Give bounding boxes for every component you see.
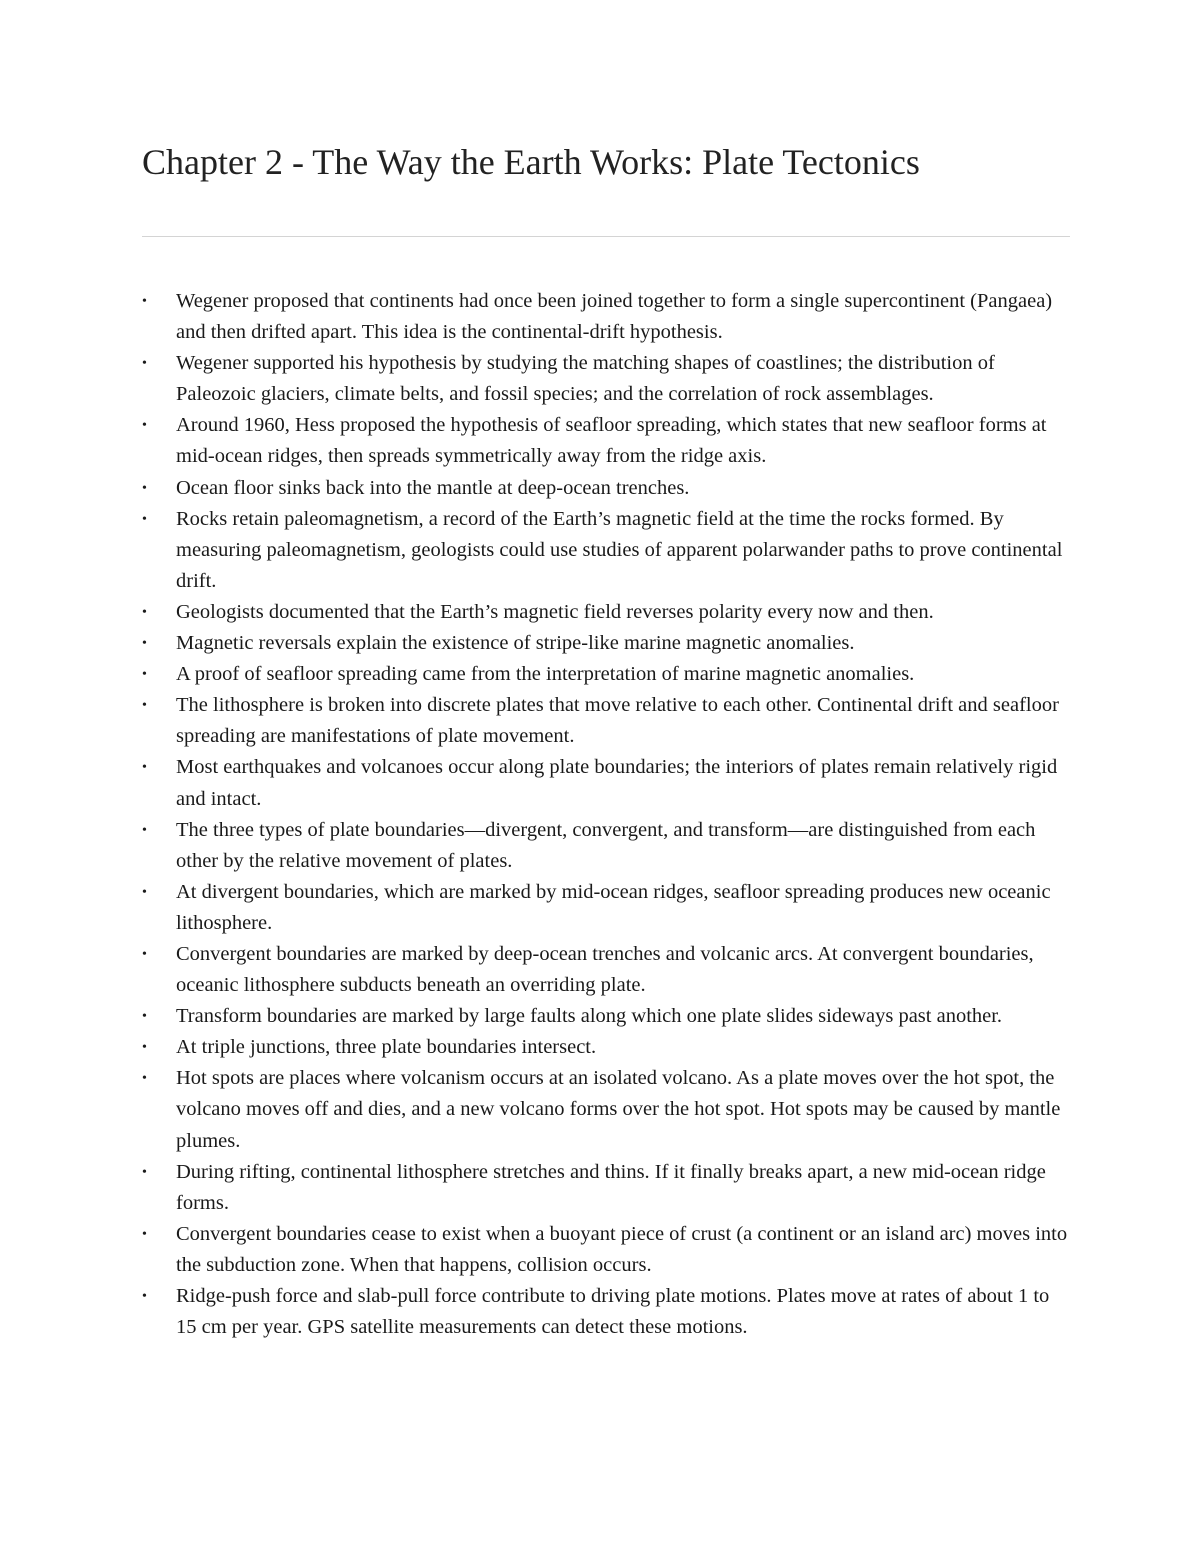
bullet-icon: •	[142, 1164, 147, 1180]
list-item	[140, 690, 1070, 752]
list-item-text: Ridge-push force and slab-pull force contribute to driving plate motions. Plates move at rates of about 1 to 15 cm per year. GPS satellite measurements can detect these motions.	[176, 1285, 1050, 1339]
list-item	[140, 752, 1070, 814]
list-item	[140, 1032, 1070, 1063]
list-item-text: Geologists documented that the Earth’s magnetic field reverses polarity every now and then.	[176, 600, 934, 623]
list-item	[140, 504, 1070, 597]
bullet-icon: •	[142, 636, 147, 652]
list-item-text: Rocks retain paleomagnetism, a record of the Earth’s magnetic field at the time the rocks formed. By measuring paleomagnetism, geologists could use studies of apparent polarwander paths to prove continental drift.	[176, 507, 1063, 592]
title-divider	[142, 236, 1070, 237]
bullet-icon: •	[142, 822, 147, 838]
list-item-text: Convergent boundaries cease to exist when a buoyant piece of crust (a continent or an island arc) moves into the subduction zone. When that happens, collision occurs.	[176, 1222, 1068, 1276]
bullet-icon: •	[142, 480, 147, 496]
bullet-icon: •	[142, 667, 147, 683]
bullet-icon: •	[142, 511, 147, 527]
list-item-text: Most earthquakes and volcanoes occur along plate boundaries; the interiors of plates remain relatively rigid and intact.	[176, 756, 1058, 810]
list-item	[140, 473, 1070, 504]
list-item-text: Transform boundaries are marked by large faults along which one plate slides sideways past another.	[176, 1005, 1003, 1028]
bullet-icon: •	[142, 1289, 147, 1304]
summary-bullet-list	[140, 286, 1070, 1343]
list-item-text: The three types of plate boundaries—divergent, convergent, and transform—are distinguished from each other by the relative movement of plates.	[176, 818, 1036, 872]
bullet-icon: •	[142, 356, 147, 372]
list-item	[140, 597, 1070, 628]
list-item-text: At divergent boundaries, which are marked by mid-ocean ridges, seafloor spreading produces new oceanic lithosphere.	[176, 880, 1051, 934]
list-item-text: During rifting, continental lithosphere stretches and thins. If it finally breaks apart, a new mid-ocean ridge forms.	[176, 1160, 1046, 1214]
page-title: Chapter 2 - The Way the Earth Works: Plate Tectonics	[142, 142, 920, 182]
bullet-icon: •	[142, 760, 147, 776]
bullet-icon: •	[142, 1009, 147, 1025]
list-item-text: A proof of seafloor spreading came from the interpretation of marine magnetic anomalies.	[176, 663, 915, 686]
bullet-icon: •	[142, 884, 147, 900]
list-item-text: Hot spots are places where volcanism occurs at an isolated volcano. As a plate moves over the hot spot, the volcano moves off and dies, and a new volcano forms over the hot spot. Hot spots may be caused by mantle plumes.	[176, 1067, 1061, 1152]
list-item-text: Wegener supported his hypothesis by studying the matching shapes of coastlines; the distribution of Paleozoic glaciers, climate belts, and fossil species; and the correlation of rock assemblages.	[176, 352, 995, 406]
bullet-icon: •	[142, 294, 147, 309]
list-item	[140, 815, 1070, 877]
bullet-icon: •	[142, 698, 147, 714]
bullet-icon: •	[142, 604, 147, 620]
list-item-text: Ocean floor sinks back into the mantle at deep-ocean trenches.	[176, 476, 690, 499]
bullet-icon: •	[142, 946, 147, 962]
list-item	[140, 628, 1070, 659]
list-item	[140, 410, 1070, 472]
list-item-text: The lithosphere is broken into discrete plates that move relative to each other. Continental drift and seafloor spreading are manifestations of plate movement.	[176, 694, 1059, 748]
list-item	[140, 348, 1070, 410]
bullet-icon: •	[142, 1071, 147, 1087]
list-item-text: Convergent boundaries are marked by deep-ocean trenches and volcanic arcs. At convergent boundaries, oceanic lithosphere subducts beneath an overriding plate.	[176, 942, 1034, 997]
list-item	[140, 939, 1070, 1001]
list-item	[140, 1157, 1070, 1219]
bullet-icon: •	[142, 1040, 147, 1056]
list-item-text: At triple junctions, three plate boundaries intersect.	[176, 1036, 597, 1059]
list-item-text: Around 1960, Hess proposed the hypothesis of seafloor spreading, which states that new seafloor forms at mid-ocean ridges, then spreads symmetrically away from the ridge axis.	[176, 414, 1047, 468]
list-item	[140, 286, 1070, 348]
list-item	[140, 1001, 1070, 1032]
list-item-text: Magnetic reversals explain the existence of stripe-like marine magnetic anomalies.	[176, 632, 855, 655]
bullet-icon: •	[142, 418, 147, 434]
list-item	[140, 877, 1070, 939]
list-item-text: Wegener proposed that continents had once been joined together to form a single supercontinent (Pangaea) and then drifted apart. This idea is the continental-drift hypothesis.	[176, 290, 1053, 344]
list-item	[140, 1281, 1070, 1343]
list-item	[140, 1063, 1070, 1156]
list-item	[140, 1219, 1070, 1281]
list-item	[140, 659, 1070, 690]
bullet-icon: •	[142, 1226, 147, 1242]
